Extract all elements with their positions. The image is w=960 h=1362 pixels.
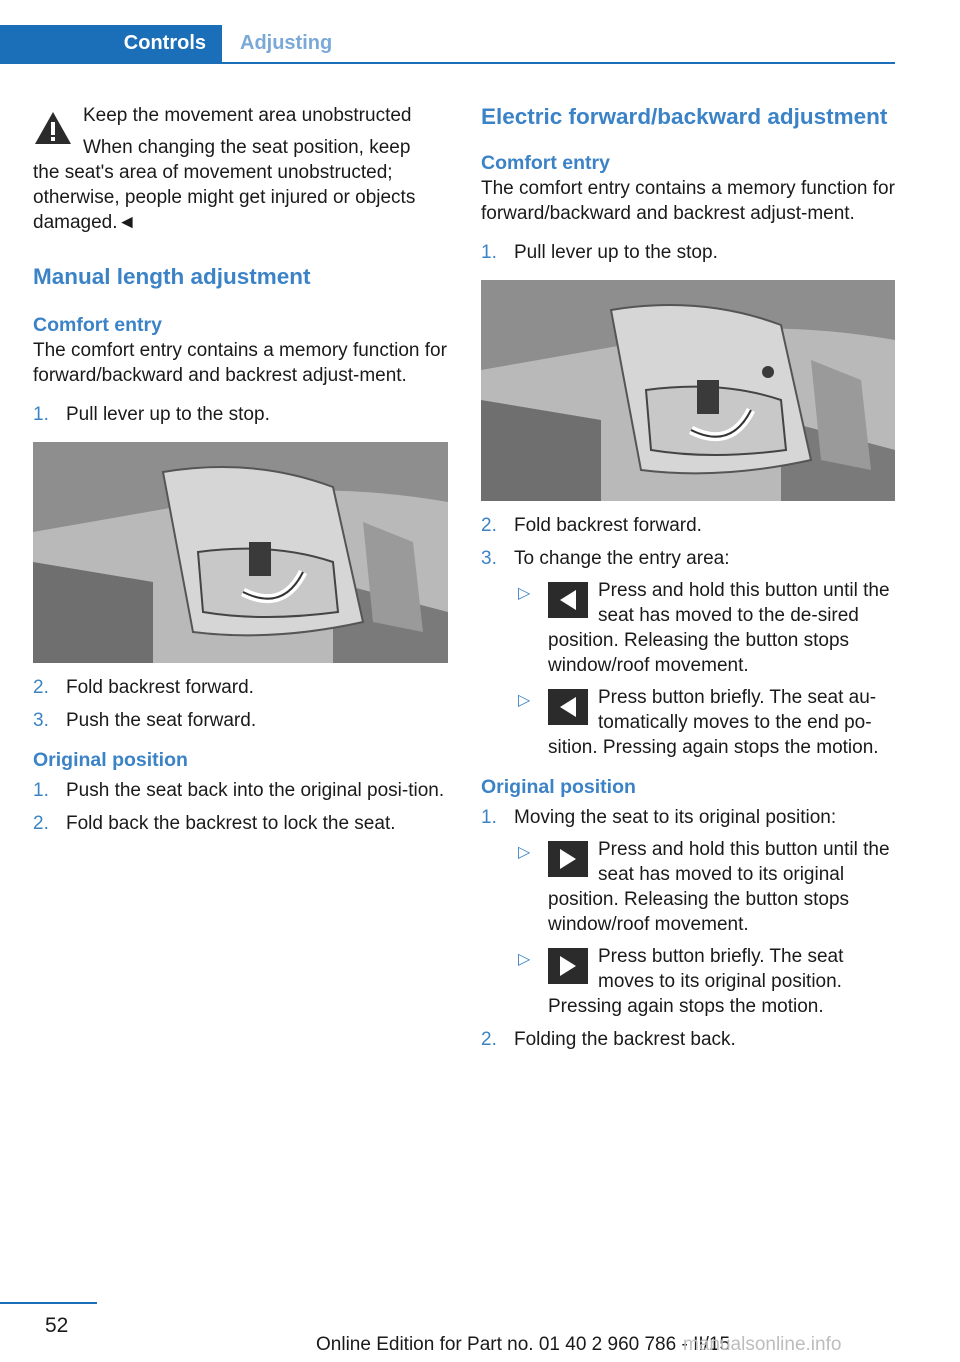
comfort-entry-heading: Comfort entry	[33, 314, 162, 336]
list-item: 1. Pull lever up to the stop.	[33, 404, 270, 425]
triangle-bullet-icon: ▷	[518, 951, 531, 968]
comfort-steps-2	[33, 675, 448, 733]
seat-lever-photo	[33, 442, 448, 663]
tab-adjusting[interactable]: Adjusting	[240, 32, 333, 54]
warning-body-first: When changing the seat position, keep	[83, 137, 411, 158]
comfort-entry-text: The comfort entry contains a memory function for forward/backward and backrest adjust-ment.	[481, 178, 895, 224]
bullet-item	[514, 685, 895, 760]
triangle-bullet-icon: ▷	[518, 692, 531, 709]
page-number: 52	[45, 1314, 69, 1337]
warning-triangle-icon	[33, 110, 73, 146]
bullet-text: Press and hold this button until the seat has moved to its original position. Releasing the button stops window/roof movement.	[548, 839, 890, 935]
list-item: 2. Fold backrest forward.	[33, 677, 254, 698]
edition-text: Online Edition for Part no. 01 40 2 960 786 - II/15	[316, 1334, 731, 1355]
list-item: 1. Pull lever up to the stop.	[481, 242, 718, 263]
manual-length-heading: Manual length adjustment	[33, 264, 311, 289]
comfort-entry-heading: Comfort entry	[481, 152, 610, 174]
comfort-steps-1	[33, 402, 448, 427]
electric-steps-1	[481, 240, 895, 265]
list-item: 1. Push the seat back into the original posi-tion.	[33, 780, 445, 801]
list-item: 2. Folding the backrest back.	[481, 1029, 736, 1050]
watermark: manualsonline.info	[683, 1334, 842, 1355]
arrow-left-button-icon	[548, 689, 588, 725]
bullet-item	[514, 578, 895, 678]
warning-block	[33, 100, 448, 235]
original-position-heading: Original position	[33, 749, 188, 771]
comfort-entry-text: The comfort entry contains a memory function for forward/backward and backrest adjust-ment.	[33, 340, 447, 386]
seat-lever-photo	[481, 280, 895, 501]
header-bar	[0, 25, 895, 64]
triangle-bullet-icon: ▷	[518, 585, 531, 602]
electric-steps-2	[481, 513, 895, 760]
electric-adjustment-heading: Electric forward/backward adjustment	[481, 104, 888, 129]
triangle-bullet-icon: ▷	[518, 844, 531, 861]
original-position-heading: Original position	[481, 776, 636, 798]
bullet-text: Press button briefly. The seat au-tomatically moves to the end po-sition. Pressing again stops the motion.	[548, 687, 879, 758]
footer-rule	[0, 1302, 97, 1304]
right-column	[481, 100, 895, 1052]
bullet-item	[514, 944, 895, 1019]
bullet-text: Press and hold this button until the seat has moved to the de-sired position. Releasing the button stops window/roof movement.	[548, 580, 890, 676]
electric-original-steps	[481, 805, 895, 1052]
list-item: 2. Fold backrest forward.	[481, 515, 702, 536]
arrow-right-button-icon	[548, 948, 588, 984]
bullet-item	[514, 837, 895, 937]
warning-body-rest: the seat's area of movement unobstructed; otherwise, people might get injured or objects damaged.◄	[33, 162, 416, 233]
left-column	[33, 100, 448, 836]
original-steps	[33, 778, 448, 836]
list-item: 3. To change the entry area: ▷ Press and hold this button until the seat has moved to the de-sired position. Releasing the button stops window/roof movement. ▷ Press button briefly. The seat au-tomatically moves to the end po-sition. Pressing again stops the motion.	[481, 546, 895, 760]
bullet-text: Press button briefly. The seat moves to its original position. Pressing again stops the motion.	[548, 946, 844, 1017]
warning-title: Keep the movement area unobstructed	[83, 105, 412, 126]
list-item: 2. Fold back the backrest to lock the seat.	[33, 813, 396, 834]
arrow-left-button-icon	[548, 582, 588, 618]
list-item: 3. Push the seat forward.	[33, 710, 257, 731]
list-item: 1. Moving the seat to its original position: ▷ Press and hold this button until the seat has moved to its original position. Releasing the button stops window/roof movement. ▷ Press button briefly. The seat moves to its original position. Pressing again stops the motion.	[481, 805, 895, 1019]
arrow-right-button-icon	[548, 841, 588, 877]
tab-controls[interactable]: Controls	[0, 25, 222, 62]
